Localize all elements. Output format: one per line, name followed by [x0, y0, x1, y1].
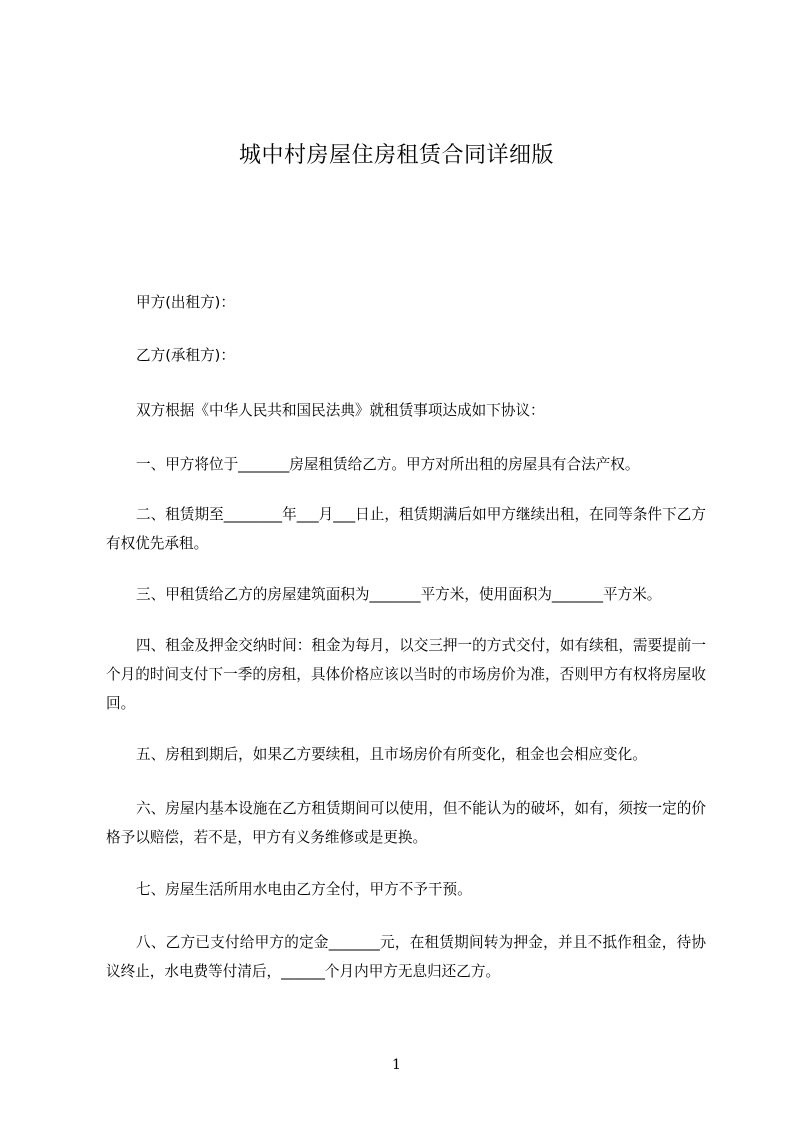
clause-2: 二、租赁期至________年___月___日止，租赁期满后如甲方继续出租，在同等条件下乙方有权优先承租。 — [106, 506, 706, 552]
party-a-line: 甲方(出租方)： — [136, 294, 235, 311]
clause-6: 六、房屋内基本设施在乙方租赁期间可以使用，但不能认为的破坏，如有，须按一定的价格予以赔偿，若不是，甲方有义务维修或是更换。 — [106, 800, 706, 846]
clause-8: 八、乙方已支付给甲方的定金_______元，在租赁期间转为押金，并且不抵作租金，待协议终止，水电费等付清后，______个月内甲方无息归还乙方。 — [106, 934, 706, 980]
clause-1: 一、甲方将位于_______房屋租赁给乙方。甲方对所出租的房屋具有合法产权。 — [136, 456, 640, 473]
page-number: 1 — [392, 1057, 401, 1073]
intro-paragraph: 双方根据《中华人民共和国民法典》就租赁事项达成如下协议： — [136, 402, 545, 419]
clause-5: 五、房租到期后，如果乙方要续租，且市场房价有所变化，租金也会相应变化。 — [136, 746, 647, 763]
clause-3: 三、甲租赁给乙方的房屋建筑面积为_______平方米，使用面积为_______平方米。 — [136, 586, 662, 603]
clause-7: 七、房屋生活所用水电由乙方全付，甲方不予干预。 — [136, 881, 472, 898]
party-b-line: 乙方(承租方)： — [136, 347, 235, 364]
clause-4: 四、租金及押金交纳时间：租金为每月，以交三押一的方式交付，如有续租，需要提前一个月的时间支付下一季的房租，具体价格应该以当时的市场房价为准，否则甲方有权将房屋收回。 — [106, 637, 706, 712]
document-title: 城中村房屋住房租赁合同详细版 — [238, 143, 554, 168]
